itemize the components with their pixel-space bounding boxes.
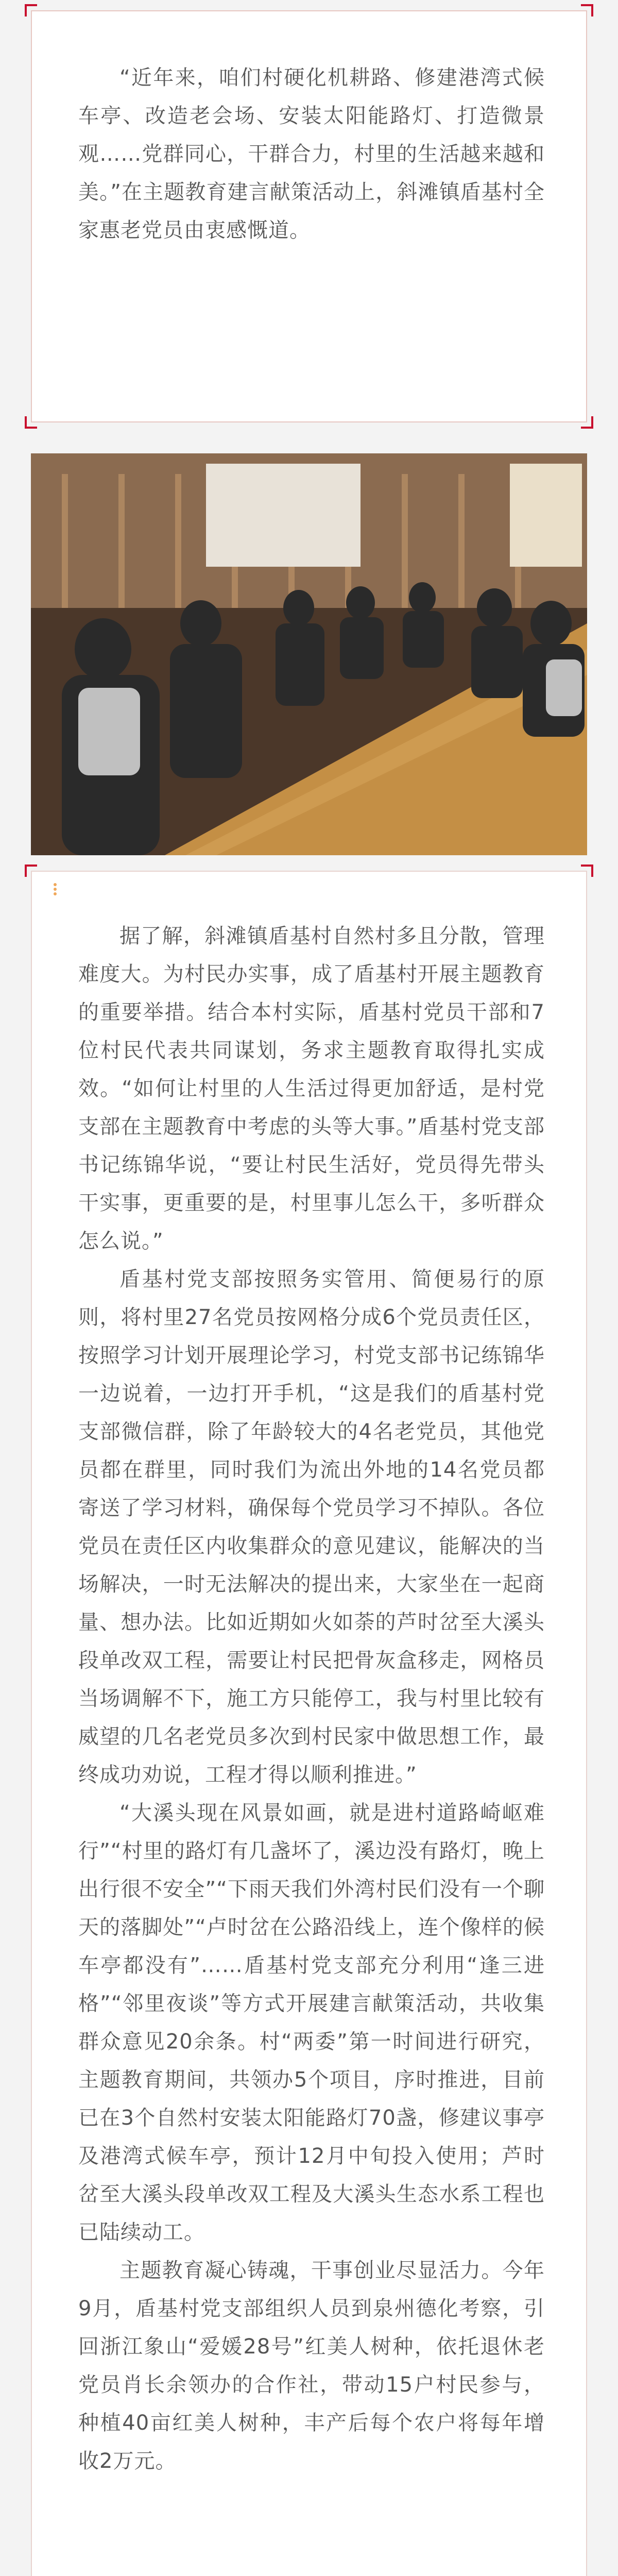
corner-bracket-icon xyxy=(25,4,38,18)
corner-bracket-icon xyxy=(580,865,593,878)
corner-bracket-icon xyxy=(25,415,38,429)
intro-card xyxy=(31,10,587,422)
body-paragraph: 据了解，斜滩镇盾基村自然村多且分散，管理难度大。为村民办实事，成了盾基村开展主题教育的重要举措。结合本村实际，盾基村党员干部和7位村民代表共同谋划，务求主题教育取得扎实成效。“如何让村里的人生活过得更加舒适，是村党支部在主题教育中考虑的头等大事。”盾基村党支部书记练锦华说，“要让村民生活好，党员得先带头干实事，更重要的是，村里事儿怎么干，多听群众怎么说。” xyxy=(78,924,545,1253)
body-paragraph: 盾基村党支部按照务实管用、简便易行的原则，将村里27名党员按网格分成6个党员责任区，按照学习计划开展理论学习，村党支部书记练锦华一边说着，一边打开手机，“这是我们的盾基村党支部微信群，除了年龄较大的4名老党员，其他党员都在群里，同时我们为流出外地的14名党员都寄送了学习材料，确保每个党员学习不掉队。各位党员在责任区内收集群众的意见建议，能解决的当场解决，一时无法解决的提出来，大家坐在一起商量、想办法。比如近期如火如荼的芦时岔至大溪头段单改双工程，需要让村民把骨灰盒移走，网格员当场调解不下，施工方只能停工，我与村里比较有威望的几名老党员多次到村民家中做思想工作，最终成功劝说，工程才得以顺利推进。” xyxy=(78,1267,545,1787)
corner-bracket-icon xyxy=(580,415,593,429)
meeting-photo-illustration xyxy=(31,453,587,855)
intro-paragraph: “近年来，咱们村硬化机耕路、修建港湾式候车亭、改造老会场、安装太阳能路灯、打造微景观……党群同心，干群合力，村里的生活越来越和美。”在主题教育建言献策活动上，斜滩镇盾基村全家惠老党员由衷感慨道。 xyxy=(78,66,545,242)
dot-accent-icon xyxy=(52,882,59,896)
body-paragraph: 主题教育凝心铸魂，干事创业尽显活力。今年9月，盾基村党支部组织人员到泉州德化考察，引回浙江象山“爱媛28号”红美人树种，依托退休老党员肖长余领办的合作社，带动15户村民参与，种植40亩红美人树种，丰产后每个农户将每年增收2万元。 xyxy=(78,2259,545,2473)
body-text xyxy=(78,917,545,2480)
body-paragraph: “大溪头现在风景如画，就是进村道路崎岖难行”“村里的路灯有几盏坏了，溪边没有路灯，晚上出行很不安全”“下雨天我们外湾村民们没有一个聊天的落脚处”“卢时岔在公路沿线上，连个像样的候车亭都没有”……盾基村党支部充分利用“逢三进格”“邻里夜谈”等方式开展建言献策活动，共收集群众意见20余条。村“两委”第一时间进行研究，主题教育期间，共领办5个项目，序时推进，目前已在3个自然村安装太阳能路灯70盏，修建议事亭及港湾式候车亭，预计12月中旬投入使用；芦时岔至大溪头段单改双工程及大溪头生态水系工程也已陆续动工。 xyxy=(78,1801,545,2244)
intro-text xyxy=(78,59,545,249)
corner-bracket-icon xyxy=(25,865,38,878)
meeting-photo xyxy=(31,453,587,855)
body-card xyxy=(31,871,587,2576)
corner-bracket-icon xyxy=(580,4,593,18)
